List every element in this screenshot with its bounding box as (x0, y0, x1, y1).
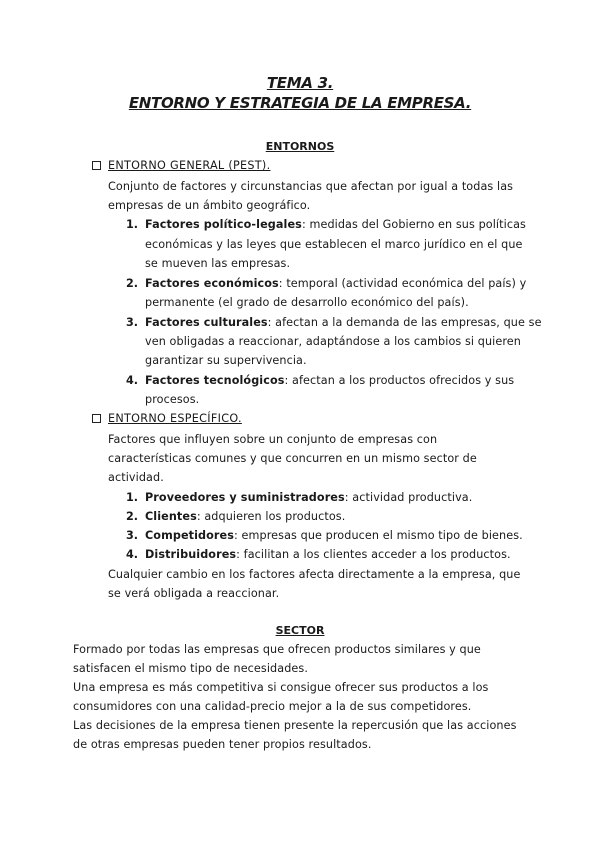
entornos-heading: ENTORNOS (265, 140, 335, 153)
item-term: Proveedores y suministradores (145, 491, 345, 504)
item-text: : afectan a la demanda de las empresas, que se (267, 316, 542, 329)
entorno-especifico-desc-line: características comunes y que concurren en un mismo sector de (108, 452, 477, 465)
checkbox-icon (92, 414, 101, 423)
entorno-general-desc-line: empresas de un ámbito geográfico. (108, 199, 311, 212)
document-title-line1: TEMA 3. (266, 74, 334, 92)
list-item (145, 526, 523, 545)
closing-line: se verá obligada a reaccionar. (108, 587, 280, 600)
item-text: : empresas que producen el mismo tipo de bienes. (234, 529, 523, 542)
item-text: : afectan a los productos ofrecidos y sus (284, 374, 515, 387)
entorno-general-desc-line: Conjunto de factores y circunstancias que afectan por igual a todas las (108, 180, 514, 193)
list-number: 3. (125, 316, 138, 329)
item-term: Factores culturales (145, 316, 268, 329)
sector-line: Formado por todas las empresas que ofrecen productos similares y que (73, 643, 481, 656)
sector-line: satisfacen el mismo tipo de necesidades. (73, 662, 308, 675)
item-term: Factores económicos (145, 277, 279, 290)
document-title-line2: ENTORNO Y ESTRATEGIA DE LA EMPRESA. (128, 94, 472, 112)
item-text: : medidas del Gobierno en sus políticas (301, 218, 526, 231)
entorno-general-bullet (92, 159, 270, 172)
list-number: 3. (125, 529, 138, 542)
closing-line: Cualquier cambio en los factores afecta directamente a la empresa, que (108, 568, 521, 581)
list-number: 1. (125, 218, 138, 231)
entorno-especifico-desc-line: actividad. (108, 471, 164, 484)
list-item-cont: permanente (el grado de desarrollo económico del país). (145, 296, 469, 309)
sector-line: Una empresa es más competitiva si consigue ofrecer sus productos a los (73, 681, 489, 694)
list-item (145, 507, 345, 526)
item-text: : actividad productiva. (344, 491, 473, 504)
list-number: 2. (125, 277, 138, 290)
item-text: : facilitan a los clientes acceder a los productos. (236, 548, 511, 561)
list-item-cont: garantizar su supervivencia. (145, 354, 307, 367)
list-item (145, 215, 526, 234)
sector-heading: SECTOR (275, 624, 325, 637)
list-item-cont: económicas y las leyes que establecen el marco jurídico en el que (145, 238, 523, 251)
list-item-cont: ven obligadas a reaccionar, adaptándose a los cambios si quieren (145, 335, 521, 348)
list-number: 2. (125, 510, 138, 523)
list-number: 4. (125, 374, 138, 387)
list-item (145, 545, 511, 564)
list-item (145, 488, 472, 507)
entorno-especifico-desc-line: Factores que influyen sobre un conjunto de empresas con (108, 433, 438, 446)
entorno-especifico-label: ENTORNO ESPECÍFICO. (108, 412, 242, 425)
list-item-cont: se mueven las empresas. (145, 257, 291, 270)
list-item (145, 313, 542, 332)
item-text: : adquieren los productos. (196, 510, 346, 523)
item-term: Competidores (145, 529, 234, 542)
item-term: Factores político-legales (145, 218, 302, 231)
sector-line: Las decisiones de la empresa tienen presente la repercusión que las acciones (73, 719, 517, 732)
list-item (145, 274, 526, 293)
list-item-cont: procesos. (145, 393, 200, 406)
checkbox-icon (92, 161, 101, 170)
item-term: Clientes (145, 510, 197, 523)
list-number: 4. (125, 548, 138, 561)
item-term: Factores tecnológicos (145, 374, 285, 387)
sector-line: consumidores con una calidad-precio mejor a la de sus competidores. (73, 700, 472, 713)
list-number: 1. (125, 491, 138, 504)
item-text: : temporal (actividad económica del país) y (278, 277, 527, 290)
list-item (145, 371, 514, 390)
entorno-especifico-bullet (92, 412, 242, 425)
entorno-general-label: ENTORNO GENERAL (PEST). (108, 159, 271, 172)
sector-line: de otras empresas pueden tener propios resultados. (73, 738, 372, 751)
item-term: Distribuidores (145, 548, 237, 561)
